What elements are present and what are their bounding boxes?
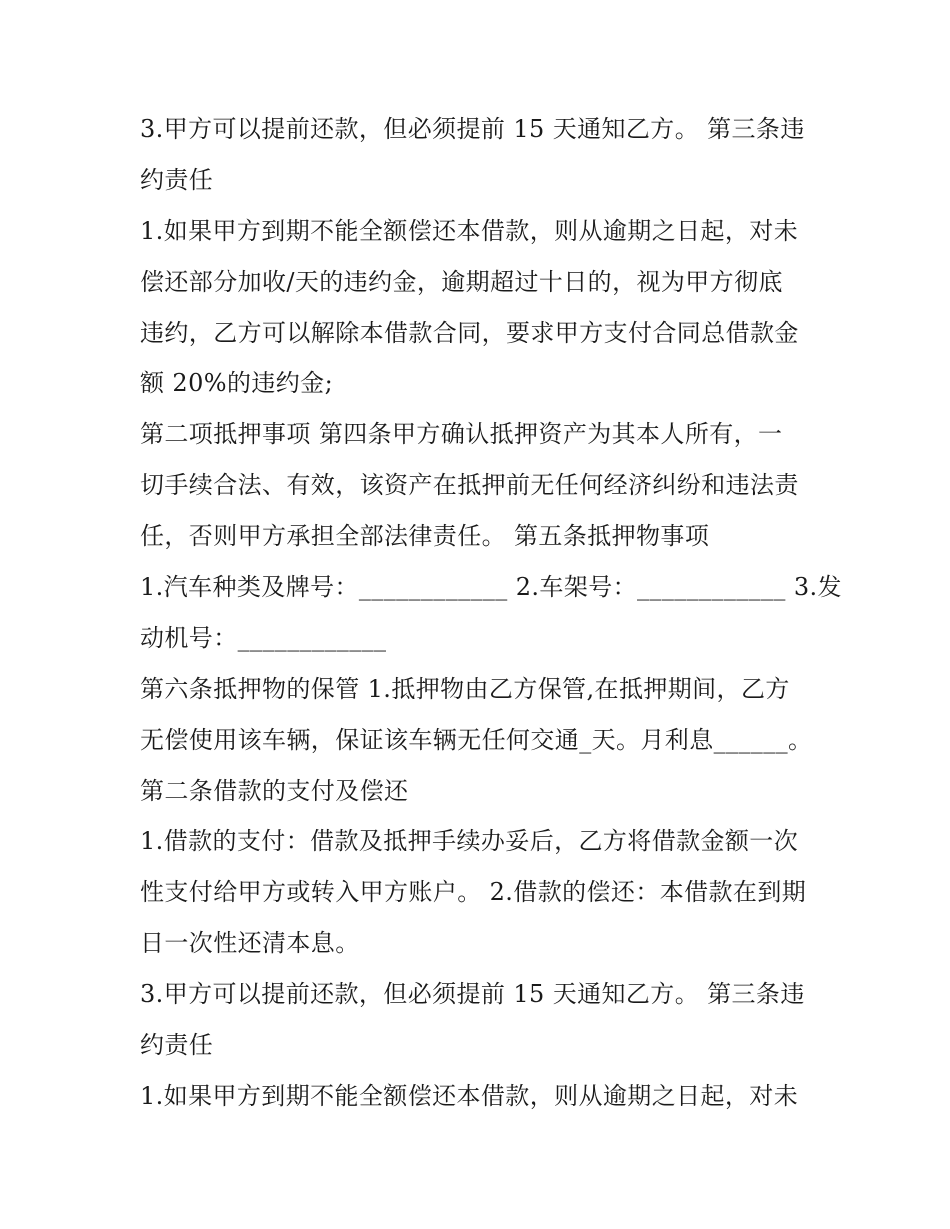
text-line: 第六条抵押物的保管 1.抵押物由乙方保管,在抵押期间，乙方 xyxy=(140,674,790,703)
text-line: 约责任 xyxy=(140,165,214,194)
text-line: 1.借款的支付：借款及抵押手续办妥后，乙方将借款金额一次 xyxy=(140,827,799,856)
text-line: 无偿使用该车辆，保证该车辆无任何交通_天。月利息______。 xyxy=(140,725,813,754)
text-line: 3.甲方可以提前还款，但必须提前 15 天通知乙方。 第三条违 xyxy=(140,115,805,143)
text-line: 1.如果甲方到期不能全额偿还本借款，则从逾期之日起，对未 xyxy=(140,216,799,245)
text-line: 日一次性还清本息。 xyxy=(140,929,360,958)
text-line: 任，否则甲方承担全部法律责任。 第五条抵押物事项 xyxy=(140,522,710,551)
text-line: 额 20%的违约金; xyxy=(140,369,334,398)
text-line: 切手续合法、有效，该资产在抵押前无任何经济纠纷和违法责 xyxy=(140,471,799,500)
text-line: 第二条借款的支付及偿还 xyxy=(140,776,409,805)
text-line: 性支付给甲方或转入甲方账户。 2.借款的偿还：本借款在到期 xyxy=(140,878,807,907)
text-line: 偿还部分加收/天的违约金，逾期超过十日的，视为甲方彻底 xyxy=(140,267,783,296)
text-line: 第二项抵押事项 第四条甲方确认抵押资产为其本人所有，一 xyxy=(140,420,783,449)
text-line: 约责任 xyxy=(140,1031,214,1060)
text-line: 违约，乙方可以解除本借款合同，要求甲方支付合同总借款金 xyxy=(140,318,799,347)
document-body xyxy=(140,104,842,1122)
text-line: 动机号：____________ xyxy=(140,623,387,652)
text-line: 1.汽车种类及牌号：____________ 2.车架号：____________ 3.发 xyxy=(140,573,842,602)
text-line: 3.甲方可以提前还款，但必须提前 15 天通知乙方。 第三条违 xyxy=(140,980,805,1009)
text-line: 1.如果甲方到期不能全额偿还本借款，则从逾期之日起，对未 xyxy=(140,1081,799,1110)
